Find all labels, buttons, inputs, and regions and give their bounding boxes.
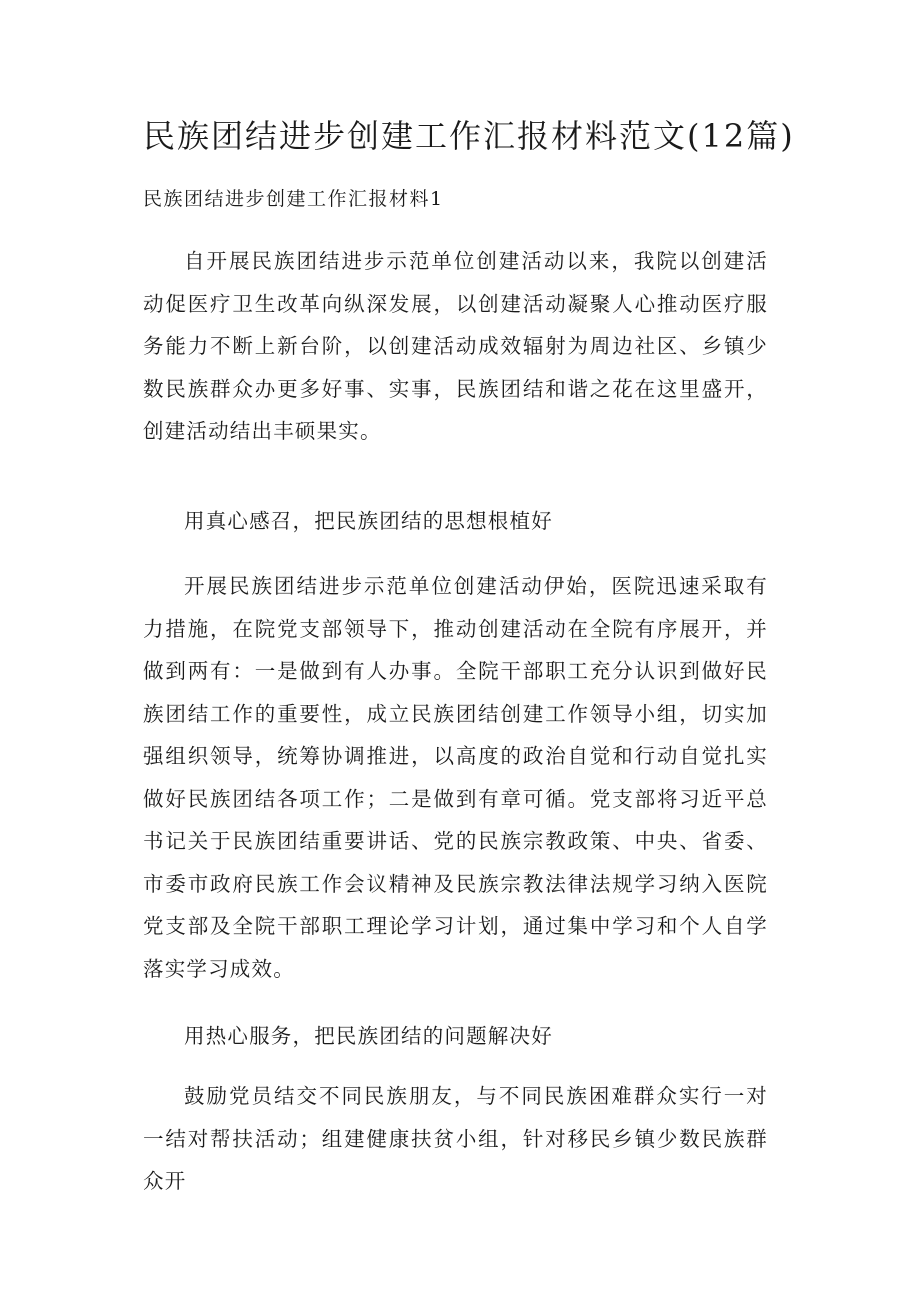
paragraph-1: 自开展民族团结进步示范单位创建活动以来，我院以创建活动促医疗卫生改革向纵深发展，以创建活动凝聚人心推动医疗服务能力不断上新台阶，以创建活动成效辐射为周边社区、乡镇少数民族群众办更多好事、实事，民族团结和谐之花在这里盛开，创建活动结出丰硕果实。 bbox=[143, 249, 768, 443]
section-heading-1: 用真心感召，把民族团结的思想根植好 bbox=[184, 509, 553, 533]
section-heading-2: 用热心服务，把民族团结的问题解决好 bbox=[184, 1024, 553, 1048]
paragraph-2: 开展民族团结进步示范单位创建活动伊始，医院迅速采取有力措施，在院党支部领导下，推动创建活动在全院有序展开，并做到两有：一是做到有人办事。全院干部职工充分认识到做好民族团结工作的重要性，成立民族团结创建工作领导小组，切实加强组织领导，统筹协调推进，以高度的政治自觉和行动自觉扎实做好民族团结各项工作；二是做到有章可循。党支部将习近平总书记关于民族团结重要讲话、党的民族宗教政策、中央、省委、市委市政府民族工作会议精神及民族宗教法律法规学习纳入医院党支部及全院干部职工理论学习计划，通过集中学习和个人自学落实学习成效。 bbox=[143, 574, 768, 981]
document-title: 民族团结进步创建工作汇报材料范文(12篇) bbox=[143, 117, 795, 155]
paragraph-3: 鼓励党员结交不同民族朋友，与不同民族困难群众实行一对一结对帮扶活动；组建健康扶贫小组，针对移民乡镇少数民族群众开 bbox=[143, 1084, 768, 1193]
document-subtitle: 民族团结进步创建工作汇报材料1 bbox=[143, 188, 444, 210]
